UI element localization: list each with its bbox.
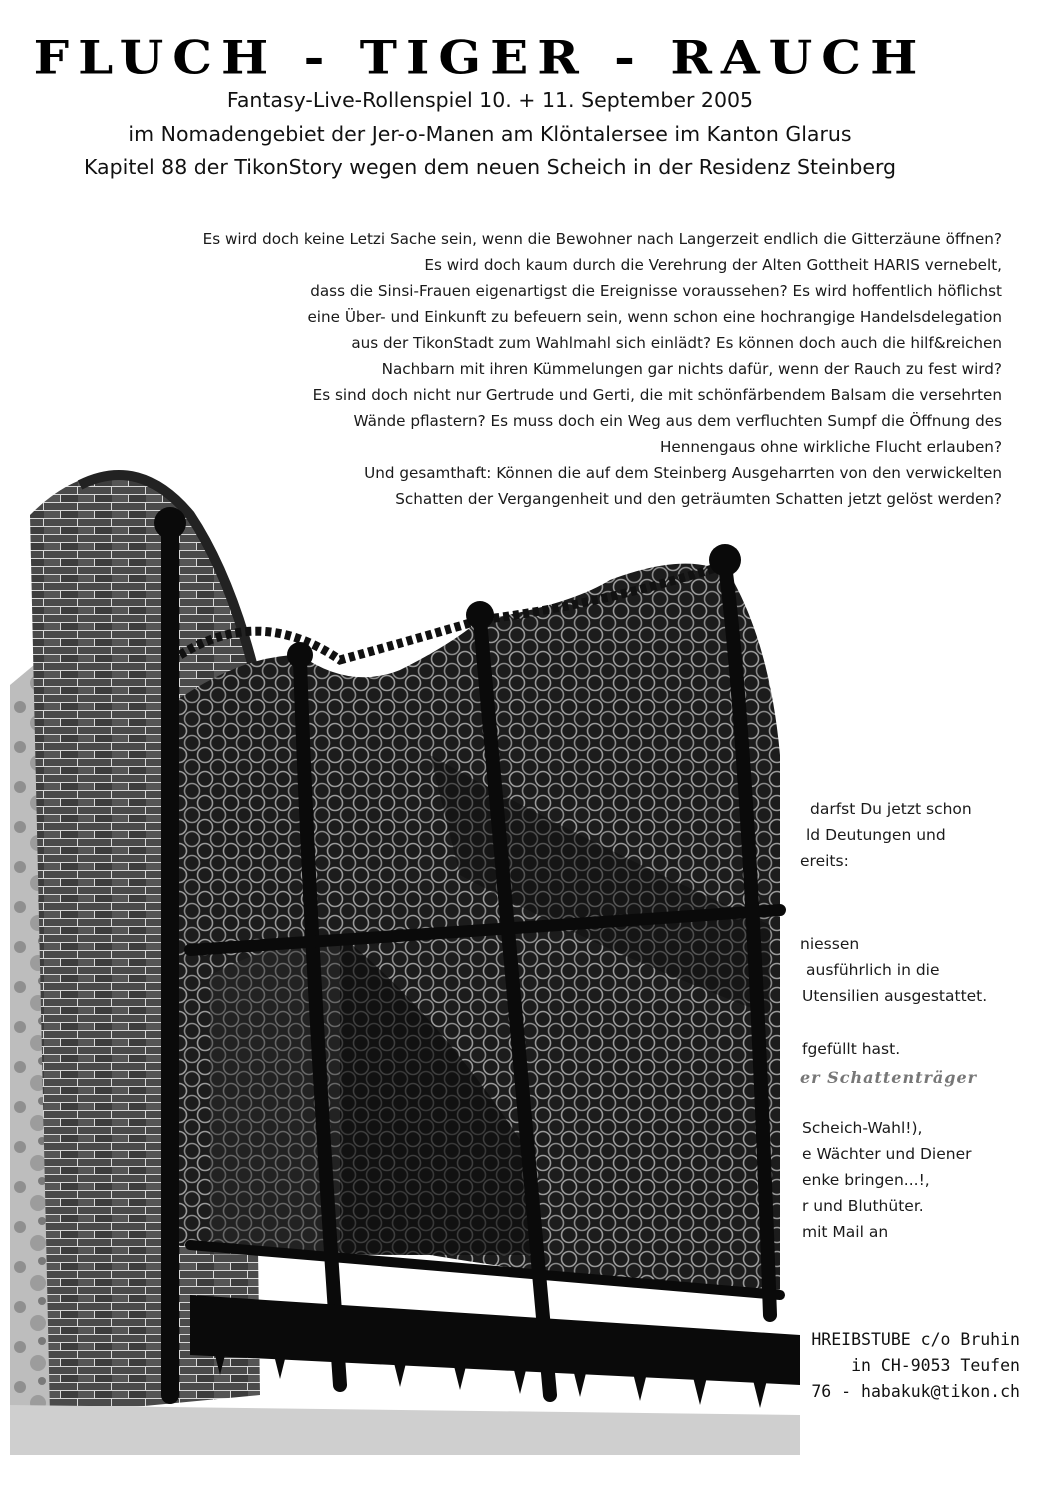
intro-line: Es sind doch nicht nur Gertrude und Gerti, die mit schönfärbendem Balsam die versehrten xyxy=(312,386,1002,404)
intro-line: Es wird doch kaum durch die Verehrung der Alten Gottheit HARIS vernebelt, xyxy=(424,256,1002,274)
subtitle-line: im Nomadengebiet der Jer-o-Manen am Klöntalersee im Kanton Glarus xyxy=(128,122,852,146)
side-line: Utensilien ausgestattet. xyxy=(802,987,988,1005)
side-line: fgefüllt hast. xyxy=(802,1040,901,1058)
contact-line: in CH-9053 Teufen xyxy=(851,1356,1020,1375)
intro-line: Schatten der Vergangenheit und den geträumten Schatten jetzt gelöst werden? xyxy=(395,490,1002,508)
side-line: r und Bluthüter. xyxy=(802,1197,924,1215)
side-line: Scheich-Wahl!), xyxy=(802,1119,923,1137)
shadow-heading: er Schattenträger xyxy=(800,1068,978,1087)
intro-line: Nachbarn mit ihren Kümmelungen gar nichts dafür, wenn der Rauch zu fest wird? xyxy=(381,360,1002,378)
side-line: e Wächter und Diener xyxy=(802,1145,972,1163)
side-line: mit Mail an xyxy=(802,1223,889,1241)
intro-line: eine Über- und Einkunft zu befeuern sein, wenn schon eine hochrangige Handelsdelegation xyxy=(307,308,1002,326)
intro-line: dass die Sinsi-Frauen eigenartigst die Ereignisse voraussehen? Es wird hoffentlich höflichst xyxy=(310,282,1002,300)
contact-email-line[interactable]: 76 - habakuk@tikon.ch xyxy=(811,1382,1020,1401)
intro-line: Und gesamthaft: Können die auf dem Steinberg Ausgeharrten von den verwickelten xyxy=(364,464,1002,482)
side-line: niessen xyxy=(800,935,860,953)
side-line: ld Deutungen und xyxy=(806,826,946,844)
page-title: FLUCH - TIGER - RAUCH xyxy=(33,30,927,85)
intro-line: aus der TikonStadt zum Wahlmahl sich einlädt? Es können doch auch die hilf&reichen xyxy=(351,334,1002,352)
side-line: ausführlich in die xyxy=(806,961,940,979)
intro-line: Hennengaus ohne wirkliche Flucht erlauben? xyxy=(659,438,1002,456)
side-line: enke bringen...!, xyxy=(802,1171,930,1189)
subtitle-line: Fantasy-Live-Rollenspiel 10. + 11. September 2005 xyxy=(226,88,754,112)
contact-line: HREIBSTUBE c/o Bruhin xyxy=(811,1330,1020,1349)
intro-line: Es wird doch keine Letzi Sache sein, wenn die Bewohner nach Langerzeit endlich die Gitterzäune öffnen? xyxy=(202,230,1002,248)
intro-line: Wände pflastern? Es muss doch ein Weg aus dem verfluchten Sumpf die Öffnung des xyxy=(353,412,1002,430)
side-line: darfst Du jetzt schon xyxy=(810,800,972,818)
subtitle-line: Kapitel 88 der TikonStory wegen dem neuen Scheich in der Residenz Steinberg xyxy=(83,155,897,179)
side-line: ereits: xyxy=(800,852,849,870)
iron-gate-photo xyxy=(10,455,800,1455)
